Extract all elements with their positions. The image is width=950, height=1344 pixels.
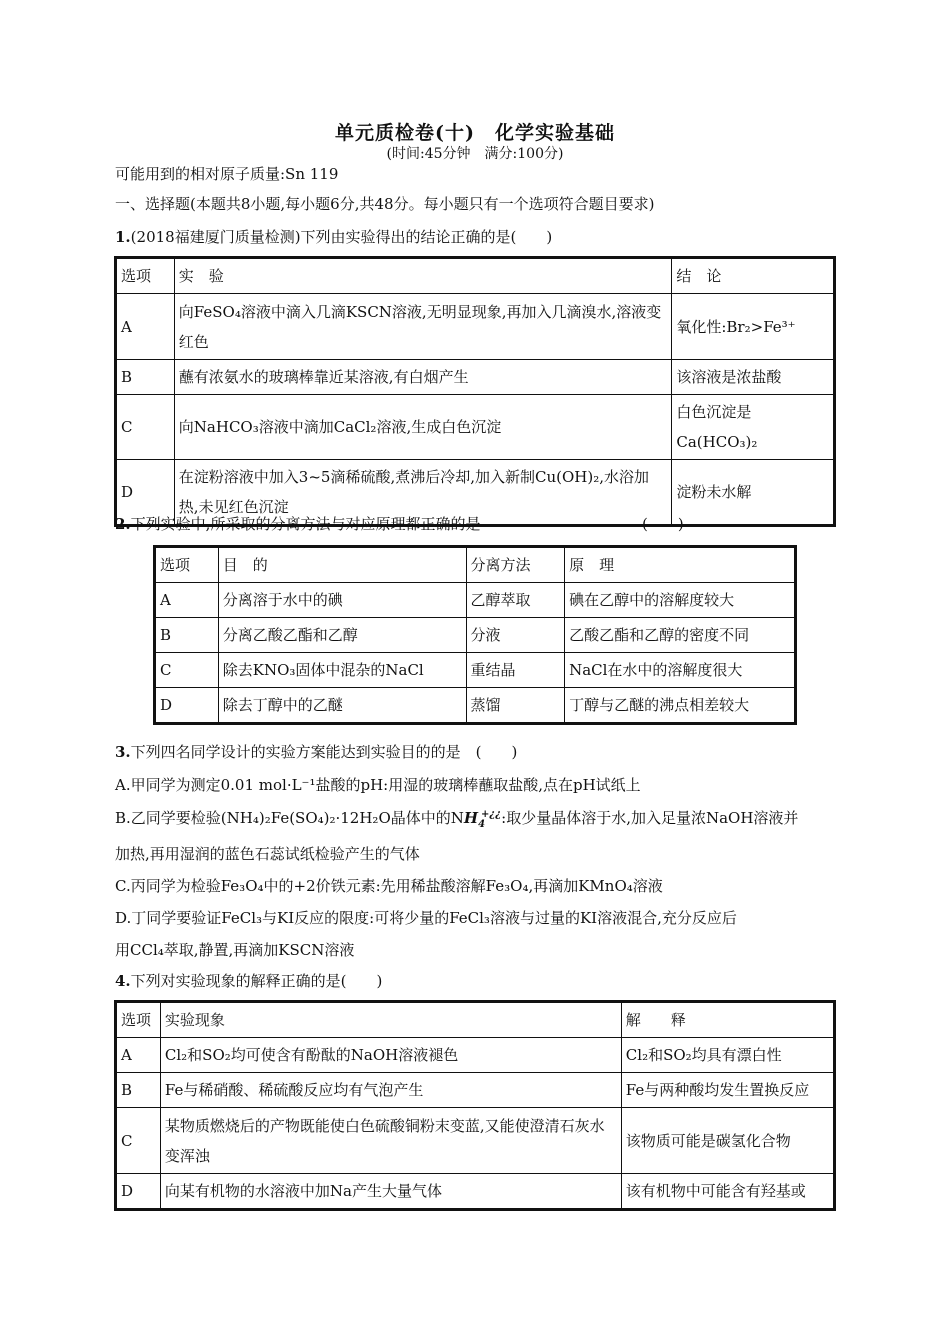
option-label: A	[155, 583, 219, 618]
table-row	[116, 294, 835, 360]
method-cell: 蒸馏	[466, 688, 565, 724]
exam-info: (时间:45分钟 满分:100分)	[386, 146, 564, 162]
goal-cell: 分离乙酸乙酯和乙醇	[218, 618, 466, 653]
table-row	[116, 1073, 835, 1108]
option-label: A	[116, 1038, 161, 1073]
ion-symbol: H	[463, 809, 479, 827]
table-row	[116, 360, 835, 395]
header-cell: 原 理	[565, 547, 796, 583]
option-label: D	[116, 1174, 161, 1210]
phenomenon-cell: 某物质燃烧后的产物既能使白色硫酸铜粉末变蓝,又能使澄清石灰水变浑浊	[160, 1108, 621, 1174]
phenomenon-cell: 向某有机物的水溶液中加Na产生大量气体	[160, 1174, 621, 1210]
method-cell: 重结晶	[466, 653, 565, 688]
table-row	[155, 653, 796, 688]
header-cell: 结 论	[672, 258, 835, 294]
goal-cell: 分离溶于水中的碘	[218, 583, 466, 618]
option-label: B	[155, 618, 219, 653]
option-label: C	[116, 395, 175, 460]
header-cell: 选项	[116, 1002, 161, 1038]
principle-cell: 乙酸乙酯和乙醇的密度不同	[565, 618, 796, 653]
question-4	[115, 970, 382, 991]
question-1	[115, 226, 552, 247]
option-b-text-2: :取少量晶体溶于水,加入足量浓NaOH溶液并	[501, 809, 799, 827]
experiment-cell: 向FeSO₄溶液中滴入几滴KSCN溶液,无明显现象,再加入几滴溴水,溶液变红色	[174, 294, 672, 360]
answer-parentheses: ( )	[642, 515, 684, 533]
experiment-cell: 向NaHCO₃溶液中滴加CaCl₂溶液,生成白色沉淀	[174, 395, 672, 460]
option-a: A.甲同学为测定0.01 mol·L⁻¹盐酸的pH:用湿的玻璃棒蘸取盐酸,点在pH试纸上	[115, 776, 641, 794]
explanation-cell: 该物质可能是碳氢化合物	[621, 1108, 834, 1174]
option-label: D	[116, 460, 175, 526]
question-text: 下列对实验现象的解释正确的是( )	[130, 972, 383, 990]
header-cell: 目 的	[218, 547, 466, 583]
ion-subscript: 4	[478, 819, 486, 830]
goal-cell: 除去丁醇中的乙醚	[218, 688, 466, 724]
method-cell: 乙醇萃取	[466, 583, 565, 618]
table-row	[155, 583, 796, 618]
header-cell: 选项	[116, 258, 175, 294]
experiment-cell: 在淀粉溶液中加入3~5滴稀硫酸,煮沸后冷却,加入新制Cu(OH)₂,水浴加热,未见红色沉淀	[174, 460, 672, 526]
question-2	[115, 513, 480, 534]
explanation-cell: 该有机物中可能含有羟基或	[621, 1174, 834, 1210]
table-row	[155, 688, 796, 724]
option-label: C	[116, 1108, 161, 1174]
question-1-table	[114, 256, 836, 527]
table-header-row	[155, 547, 796, 583]
question-number: 4.	[115, 972, 131, 990]
question-number: 2.	[115, 515, 131, 533]
conclusion-cell: 氧化性:Br₂>Fe³⁺	[672, 294, 835, 360]
question-3	[115, 741, 517, 762]
ammonium-ion	[463, 809, 502, 830]
table-header-row	[116, 1002, 835, 1038]
principle-cell: 碘在乙醇中的溶解度较大	[565, 583, 796, 618]
question-text: 下列四名同学设计的实验方案能达到实验目的的是 ( )	[130, 743, 518, 761]
option-b-continued: 加热,再用湿润的蓝色石蕊试纸检验产生的气体	[115, 845, 420, 863]
question-number: 1.	[115, 228, 131, 246]
question-number: 3.	[115, 743, 131, 761]
question-text: (2018福建厦门质量检测)下列由实验得出的结论正确的是( )	[130, 228, 553, 246]
goal-cell: 除去KNO₃固体中混杂的NaCl	[218, 653, 466, 688]
option-label: D	[155, 688, 219, 724]
table-row	[116, 1174, 835, 1210]
header-cell: 分离方法	[466, 547, 565, 583]
header-cell: 解 释	[621, 1002, 834, 1038]
option-label: B	[116, 1073, 161, 1108]
header-cell: 实验现象	[160, 1002, 621, 1038]
table-row	[116, 1108, 835, 1174]
question-2-table	[153, 545, 797, 725]
option-label: B	[116, 360, 175, 395]
header-cell: 实 验	[174, 258, 672, 294]
table-row	[155, 618, 796, 653]
option-d: D.丁同学要验证FeCl₃与KI反应的限度:可将少量的FeCl₃溶液与过量的KI溶液混合,充分反应后	[115, 909, 737, 927]
table-row	[116, 1038, 835, 1073]
method-cell: 分液	[466, 618, 565, 653]
explanation-cell: Cl₂和SO₂均具有漂白性	[621, 1038, 834, 1073]
phenomenon-cell: Cl₂和SO₂均可使含有酚酞的NaOH溶液褪色	[160, 1038, 621, 1073]
experiment-cell: 蘸有浓氨水的玻璃棒靠近某溶液,有白烟产生	[174, 360, 672, 395]
explanation-cell: Fe与两种酸均发生置换反应	[621, 1073, 834, 1108]
conclusion-cell: 淀粉未水解	[672, 460, 835, 526]
option-label: A	[116, 294, 175, 360]
page-title: 单元质检卷(十) 化学实验基础	[335, 122, 615, 144]
conclusion-cell: 白色沉淀是Ca(HCO₃)₂	[672, 395, 835, 460]
principle-cell: NaCl在水中的溶解度很大	[565, 653, 796, 688]
question-4-table	[114, 1000, 836, 1211]
option-b	[115, 807, 798, 830]
option-label: C	[155, 653, 219, 688]
section-heading: 一、选择题(本题共8小题,每小题6分,共48分。每小题只有一个选项符合题目要求)	[115, 195, 655, 213]
table-row	[116, 395, 835, 460]
option-c: C.丙同学为检验Fe₃O₄中的+2价铁元素:先用稀盐酸溶解Fe₃O₄,再滴加KMnO₄溶液	[115, 877, 663, 895]
option-b-text: B.乙同学要检验(NH₄)₂Fe(SO₄)₂·12H₂O晶体中的N	[115, 809, 464, 827]
ion-superscript: +¿¿	[481, 809, 502, 820]
principle-cell: 丁醇与乙醚的沸点相差较大	[565, 688, 796, 724]
phenomenon-cell: Fe与稀硝酸、稀硫酸反应均有气泡产生	[160, 1073, 621, 1108]
option-d-continued: 用CCl₄萃取,静置,再滴加KSCN溶液	[115, 941, 355, 959]
header-cell: 选项	[155, 547, 219, 583]
conclusion-cell: 该溶液是浓盐酸	[672, 360, 835, 395]
table-header-row	[116, 258, 835, 294]
atomic-mass-note: 可能用到的相对原子质量:Sn 119	[115, 165, 339, 183]
question-text: 下列实验中,所采取的分离方法与对应原理都正确的是	[130, 515, 481, 533]
